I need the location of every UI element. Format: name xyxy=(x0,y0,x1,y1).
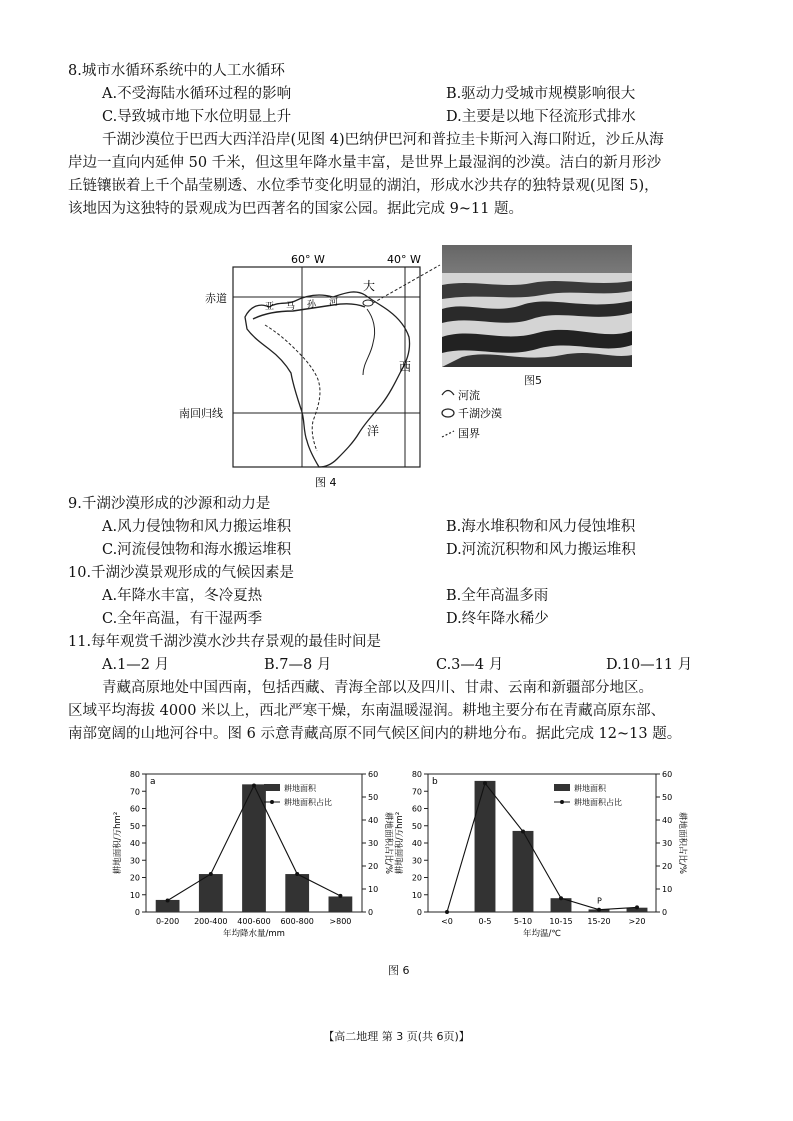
legend-river-icon xyxy=(442,391,454,396)
q10-stem: 10.千湖沙漠景观形成的气候因素是 xyxy=(68,565,295,581)
legend-border: 国界 xyxy=(458,427,480,440)
bar-4 xyxy=(329,896,353,912)
amazon-label-1: 亚 xyxy=(265,302,275,312)
q10-option-d[interactable]: D.终年降水稀少 xyxy=(446,611,549,627)
y-tick-label: 10 xyxy=(411,890,422,900)
x-axis-label: 年均降水量/mm xyxy=(223,929,285,939)
y-tick-label: 20 xyxy=(129,873,140,883)
y-axis-label: 耕地面积/万hm² xyxy=(395,811,405,875)
panel-label: a xyxy=(150,777,156,787)
q9-option-a[interactable]: A.风力侵蚀物和风力搬运堆积 xyxy=(102,519,292,535)
q8-stem: 8.城市水循环系统中的人工水循环 xyxy=(68,63,285,79)
y-tick-label: 70 xyxy=(411,787,422,797)
q11-option-d[interactable]: D.10—11 月 xyxy=(606,657,693,673)
y-tick-label: 30 xyxy=(129,856,140,866)
y-axis-label: 耕地面积/万hm² xyxy=(113,811,123,875)
q8-option-b[interactable]: B.驱动力受城市规模影响很大 xyxy=(446,86,636,102)
y2-tick-label: 30 xyxy=(662,839,673,848)
x-tick-label: 10-15 xyxy=(549,917,573,926)
q9-option-d[interactable]: D.河流沉积物和风力搬运堆积 xyxy=(446,542,636,558)
q10-option-a[interactable]: A.年降水丰富，冬冷夏热 xyxy=(102,588,263,604)
passage1-line-1: 千湖沙漠位于巴西大西洋沿岸(见图 4)巴纳伊巴河和普拉圭卡斯河入海口附近，沙丘从海 xyxy=(102,132,664,148)
country-border xyxy=(265,325,320,451)
share-point-2 xyxy=(521,830,525,834)
tropic-label: 南回归线 xyxy=(179,407,223,420)
south-america-coastline xyxy=(245,292,410,467)
legend-bar-label: 耕地面积 xyxy=(284,784,316,793)
amazon-label-3: 孙 xyxy=(307,300,317,310)
panel-label: b xyxy=(432,777,438,787)
y2-tick-label: 0 xyxy=(368,908,374,917)
y2-tick-label: 20 xyxy=(662,862,673,871)
figure-4-map xyxy=(179,245,440,495)
share-point-4 xyxy=(338,894,342,898)
y2-tick-label: 60 xyxy=(368,770,379,779)
bar-3 xyxy=(285,874,309,912)
x-tick-label: <0 xyxy=(441,917,453,926)
x-tick-label: 200-400 xyxy=(194,917,228,926)
x-axis-label: 年均温/℃ xyxy=(523,929,561,939)
y-tick-label: 80 xyxy=(411,770,422,779)
legend-desert-icon xyxy=(442,409,454,417)
share-point-0 xyxy=(445,910,449,914)
passage1-line-2: 岸边一直向内延伸 50 千米，但这里年降水量丰富，是世界上最湿润的沙漠。洁白的新月形沙 xyxy=(68,155,662,171)
equator-label: 赤道 xyxy=(205,292,227,305)
y-tick-label: 40 xyxy=(129,839,140,848)
x-tick-label: 600-800 xyxy=(280,917,314,926)
y-tick-label: 40 xyxy=(411,839,422,848)
y-tick-label: 60 xyxy=(129,804,140,814)
y2-tick-label: 40 xyxy=(368,816,379,825)
passage2-line-3: 南部宽阔的山地河谷中。图 6 示意青藏高原不同气候区间内的耕地分布。据此完成 12~13 题。 xyxy=(68,726,682,742)
figure-5-photo xyxy=(442,245,632,367)
amazon-label-2: 马 xyxy=(286,302,296,312)
share-point-3 xyxy=(559,896,563,900)
passage2-line-1: 青藏高原地处中国西南，包括西藏、青海全部以及四川、甘肃、云南和新疆部分地区。 xyxy=(102,680,653,696)
legend-bar-swatch xyxy=(554,784,570,791)
passage1-line-3: 丘链镶嵌着上千个晶莹剔透、水位季节变化明显的湖泊，形成水沙共存的独特景观(见图 5)， xyxy=(68,178,659,194)
legend-line-dot xyxy=(560,800,564,804)
legend-desert: 千湖沙漠 xyxy=(458,407,502,420)
legend-bar-swatch xyxy=(264,784,280,791)
map-legend xyxy=(440,385,560,447)
share-point-4 xyxy=(597,908,601,912)
share-point-3 xyxy=(295,872,299,876)
q9-stem: 9.千湖沙漠形成的沙源和动力是 xyxy=(68,496,271,512)
q11-option-a[interactable]: A.1—2 月 xyxy=(102,657,170,673)
passage1-line-4: 该地因为这独特的景观成为巴西著名的国家公园。据此完成 9~11 题。 xyxy=(68,201,524,217)
legend-bar-label: 耕地面积 xyxy=(574,784,606,793)
q8-option-c[interactable]: C.导致城市地下水位明显上升 xyxy=(102,109,292,125)
legend-line-label: 耕地面积占比 xyxy=(574,798,622,807)
legend-river: 河流 xyxy=(458,389,480,402)
y2-tick-label: 10 xyxy=(368,885,379,894)
q9-option-c[interactable]: C.河流侵蚀物和海水搬运堆积 xyxy=(102,542,292,558)
legend-line-label: 耕地面积占比 xyxy=(284,798,332,807)
q11-stem: 11.每年观赏千湖沙漠水沙共存景观的最佳时间是 xyxy=(68,634,382,650)
share-point-2 xyxy=(252,784,256,788)
ocean-label-yang: 洋 xyxy=(367,424,380,438)
q8-option-d[interactable]: D.主要是以地下径流形式排水 xyxy=(446,109,636,125)
y2-axis-label: 耕地面积占比/% xyxy=(383,812,393,874)
y2-tick-label: 50 xyxy=(662,793,673,802)
x-tick-label: >800 xyxy=(329,917,352,926)
amazon-label-4: 河 xyxy=(329,298,339,308)
lon-40w-label: 40° W xyxy=(387,253,421,266)
y2-tick-label: 40 xyxy=(662,816,673,825)
y-tick-label: 30 xyxy=(411,856,422,866)
figure-4-caption: 图 4 xyxy=(315,476,337,489)
page-footer: 【高二地理 第 3 页(共 6页)】 xyxy=(323,1030,470,1043)
y-tick-label: 20 xyxy=(411,873,422,883)
bar-2 xyxy=(513,831,534,912)
passage2-line-2: 区域平均海拔 4000 米以上，西北严寒干燥，东南温暖湿润。耕地主要分布在青藏高原东部、 xyxy=(68,703,666,719)
y-tick-label: 50 xyxy=(129,821,140,831)
x-tick-label: 0-5 xyxy=(478,917,492,926)
y-tick-label: 50 xyxy=(411,821,422,831)
y-tick-label: 10 xyxy=(129,890,140,900)
ocean-label-xi: 西 xyxy=(399,360,412,374)
q11-option-b[interactable]: B.7—8 月 xyxy=(264,657,332,673)
x-tick-label: >20 xyxy=(628,917,646,926)
y2-tick-label: 50 xyxy=(368,793,379,802)
q10-option-c[interactable]: C.全年高温，有干湿两季 xyxy=(102,611,263,627)
x-tick-label: 400-600 xyxy=(237,917,271,926)
x-tick-label: 15-20 xyxy=(587,917,611,926)
y-tick-label: 0 xyxy=(416,908,422,917)
legend-line-dot xyxy=(270,800,274,804)
q10-option-b[interactable]: B.全年高温多雨 xyxy=(446,588,549,604)
y-tick-label: 80 xyxy=(129,770,140,779)
y2-tick-label: 30 xyxy=(368,839,379,848)
y2-tick-label: 10 xyxy=(662,885,673,894)
annotation-p: P xyxy=(597,896,602,906)
chart-a xyxy=(110,762,400,952)
share-point-1 xyxy=(483,781,487,785)
q9-option-b[interactable]: B.海水堆积物和风力侵蚀堆积 xyxy=(446,519,636,535)
y-tick-label: 70 xyxy=(129,787,140,797)
y2-tick-label: 0 xyxy=(662,908,668,917)
lake-desert-mark xyxy=(363,300,373,306)
y-tick-label: 0 xyxy=(134,908,140,917)
ocean-label-da: 大 xyxy=(363,279,376,293)
bar-1 xyxy=(475,781,496,912)
share-point-0 xyxy=(166,899,170,903)
figure-5-caption: 图5 xyxy=(524,374,542,387)
share-point-1 xyxy=(209,872,213,876)
figure-6-caption: 图 6 xyxy=(388,964,410,977)
y2-tick-label: 20 xyxy=(368,862,379,871)
x-tick-label: 0-200 xyxy=(155,917,180,926)
x-tick-label: 5-10 xyxy=(513,917,533,926)
chart-b xyxy=(394,762,694,952)
share-point-5 xyxy=(635,905,639,909)
y-tick-label: 60 xyxy=(411,804,422,814)
y2-tick-label: 60 xyxy=(662,770,673,779)
lon-60w-label: 60° W xyxy=(291,253,325,266)
y2-axis-label: 耕地面积占比/% xyxy=(677,812,687,874)
q11-option-c[interactable]: C.3—4 月 xyxy=(436,657,504,673)
q8-option-a[interactable]: A.不受海陆水循环过程的影响 xyxy=(102,86,292,102)
plot-frame xyxy=(428,774,656,912)
legend-border-icon xyxy=(442,431,454,437)
